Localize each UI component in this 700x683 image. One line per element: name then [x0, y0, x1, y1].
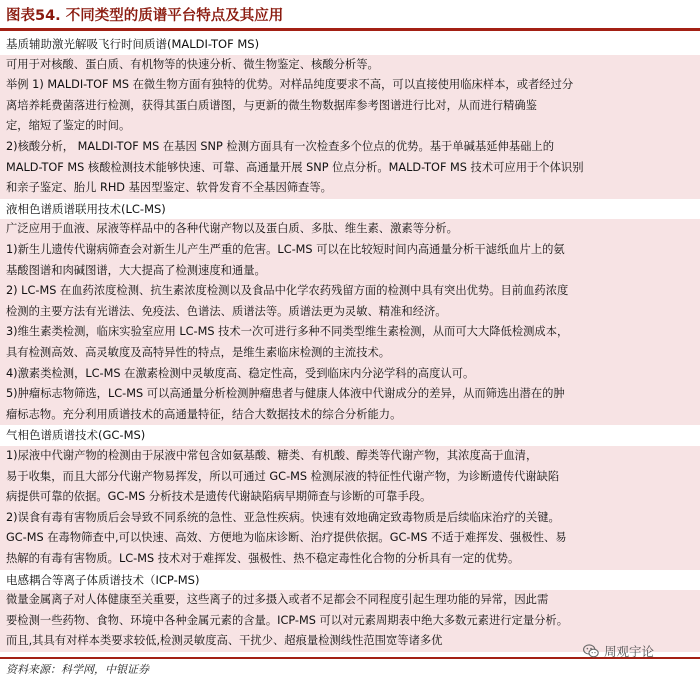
section-header: 液相色谱质谱联用技术(LC-MS): [0, 199, 700, 220]
table-row: 微量金属离子对人体健康至关重要，这些离子的过多摄入或者不足都会不同程度引起生理功能的异常，因此需: [0, 590, 700, 611]
title-divider: [0, 28, 700, 31]
table-row: 可用于对核酸、蛋白质、有机物等的快速分析、微生物鉴定、核酸分析等。: [0, 55, 700, 76]
table-row: 热解的有毒有害物质。LC-MS 技术对于难挥发、强极性、热不稳定毒性化合物的分析具有一定的优势。: [0, 549, 700, 570]
table-row: 和亲子鉴定、胎儿 RHD 基因型鉴定、软骨发育不全基因筛查等。: [0, 178, 700, 199]
table-row: 具有检测高效、高灵敏度及高特异性的特点，是维生素临床检测的主流技术。: [0, 343, 700, 364]
table-row: MALD-TOF MS 核酸检测技术能够快速、可靠、高通量开展 SNP 位点分析。MALD-TOF MS 技术可应用于个体识别: [0, 158, 700, 179]
table-row: 2)核酸分析， MALDI-TOF MS 在基因 SNP 检测方面具有一次检查多个位点的优势。基于单碱基延伸基础上的: [0, 137, 700, 158]
table-row: 定，缩短了鉴定的时间。: [0, 116, 700, 137]
table-row: 1)新生儿遗传代谢病筛查会对新生儿产生严重的危害。LC-MS 可以在比较短时间内高通量分析干滤纸血片上的氨: [0, 240, 700, 261]
watermark-text: 周观宇论: [604, 644, 655, 659]
table-row: 广泛应用于血液、尿液等样品中的各种代谢产物以及蛋白质、多肽、维生素、激素等分析。: [0, 219, 700, 240]
table-row: 2)误食有毒有害物质后会导致不同系统的急性、亚急性疾病。快速有效地确定致毒物质是后续临床治疗的关键。: [0, 508, 700, 529]
table-row: 易于收集，而且大部分代谢产物易挥发，所以可通过 GC-MS 检测尿液的特征性代谢产物，为诊断遗传代谢缺陷: [0, 467, 700, 488]
table-row: 4)激素类检测，LC-MS 在激素检测中灵敏度高、稳定性高，受到临床内分泌学科的高度认可。: [0, 364, 700, 385]
wechat-icon: [583, 643, 599, 659]
table-row: 离培养耗费菌落进行检测，获得其蛋白质谱图，与更新的微生物数据库参考图谱进行比对，从而进行精确鉴: [0, 96, 700, 117]
table-row: 瘤标志物。充分利用质谱技术的高通量特征，结合大数据技术的综合分析能力。: [0, 405, 700, 426]
table-row: 而且,其具有对样本类要求较低,检测灵敏度高、干扰少、超痕量检测线性范围宽等诸多优: [0, 631, 700, 652]
section-header: 电感耦合等离子体质谱技术（ICP-MS): [0, 570, 700, 591]
table-row: 1)尿液中代谢产物的检测由于尿液中常包含如氨基酸、糖类、有机酸、醇类等代谢产物，其浓度高于血清，: [0, 446, 700, 467]
table-row: 基酸图谱和肉碱图谱，大大提高了检测速度和通量。: [0, 261, 700, 282]
table-row: GC-MS 在毒物筛查中,可以快速、高效、方便地为临床诊断、治疗提供依据。GC-MS 不适于难挥发、强极性、易: [0, 528, 700, 549]
table-row: 举例 1) MALDI-TOF MS 在微生物方面有独特的优势。对样品纯度要求不高，可以直接使用临床样本，或者经过分: [0, 75, 700, 96]
source-note: 资料来源：科学网，中银证券: [6, 663, 149, 676]
table-row: 5)肿瘤标志物筛选，LC-MS 可以高通量分析检测肿瘤患者与健康人体液中代谢成分的差异，从而筛选出潜在的肿: [0, 384, 700, 405]
table-row: 检测的主要方法有光谱法、免疫法、色谱法、质谱法等。质谱法更为灵敏、精准和经济。: [0, 302, 700, 323]
table-row: 2) LC-MS 在血药浓度检测、抗生素浓度检测以及食品中化学农药残留方面的检测中具有突出优势。目前血药浓度: [0, 281, 700, 302]
section-header: 基质辅助激光解吸飞行时间质谱(MALDI-TOF MS): [0, 34, 700, 55]
table-row: 要检测一些药物、食物、环境中各种金属元素的含量。ICP-MS 可以对元素周期表中绝大多数元素进行定量分析。: [0, 611, 700, 632]
table-row: 病提供可靠的依据。GC-MS 分析技术是遗传代谢缺陷病早期筛查与诊断的可靠手段。: [0, 487, 700, 508]
table-row: 3)维生素类检测，临床实验室应用 LC-MS 技术一次可进行多种不同类型维生素检测，从而可大大降低检测成本，: [0, 322, 700, 343]
section-header: 气相色谱质谱技术(GC-MS): [0, 425, 700, 446]
page-title: 图表54. 不同类型的质谱平台特点及其应用: [6, 8, 284, 24]
watermark: [583, 640, 695, 662]
